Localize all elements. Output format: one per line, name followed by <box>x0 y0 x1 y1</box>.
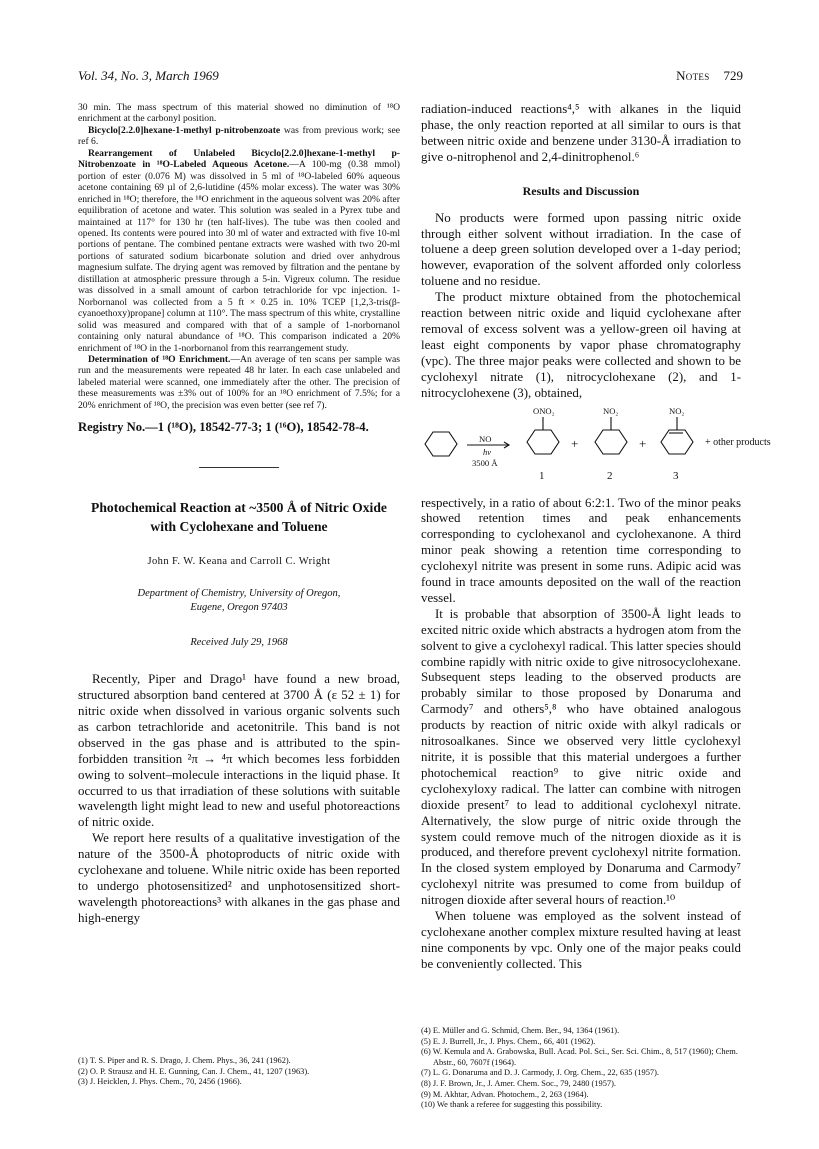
compound-number: 2 <box>607 469 613 482</box>
paragraph: No products were formed upon passing nitric oxide through either solvent without irradiation. In the case of toluene a deep green solution developed over a 1-day period; however, evaporation of the solvent afforded only colorless toluene and no residue. <box>421 210 741 289</box>
run-in-head: Bicyclo[2.2.0]hexane-1-methyl p-nitrobenzoate <box>88 124 281 136</box>
arrow-reagent: NO <box>479 433 492 444</box>
footnote: (2) O. P. Strausz and H. E. Gunning, Can. J. Chem., 41, 1207 (1963). <box>78 1066 310 1076</box>
footnotes-right <box>421 1026 741 1111</box>
product-3-ring <box>661 430 693 454</box>
footnote: (6) W. Kemula and A. Grabowska, Bull. Acad. Pol. Sci., Ser. Sci. Chim., 8, 517 (1960); Chem. Abstr., 60, 7607f (1964). <box>421 1047 738 1067</box>
run-in-head: Determination of ¹⁸O Enrichment. <box>88 353 231 365</box>
paragraph-text: —An average of ten scans per sample was run and the measurements were repeated 48 hr later. In each case unlabeled and labeled material were scanned, one immediately after the other. The precision of these measurements was ±3% out of 100% for an ¹⁸O enrichment of 7.5%; for a 20% enrichment of ¹⁸O, the precision was even better (see ref 7). <box>78 353 400 411</box>
affiliation-line: Department of Chemistry, University of Oregon, <box>137 588 341 600</box>
compound-number: 1 <box>539 469 545 482</box>
footnote: (8) J. F. Brown, Jr., J. Amer. Chem. Soc., 79, 2480 (1957). <box>421 1078 616 1088</box>
paragraph-rearrangement <box>78 148 400 354</box>
compound-number: 3 <box>673 469 679 482</box>
footnote: (10) We thank a referee for suggesting this possibility. <box>421 1100 603 1110</box>
paragraph: respectively, in a ratio of about 6:2:1. Two of the minor peaks showed retention times and peak enhancements corresponding to cyclohexanol and cyclohexanone. A third minor peak showing a retention time corresponding to cyclohexyl nitrite was present in some runs. Adipic acid was found in trace amounts deposited on the wall of the reaction vessel. <box>421 495 741 605</box>
paragraph: It is probable that absorption of 3500-Å light leads to excited nitric oxide which abstracts a hydrogen atom from the solvent to give a cyclohexyl radical. This latter species should combine rapidly with nitric oxide to give nitrosocyclohexane. Subsequent steps leading to the observed products are probably similar to those proposed by Donaruma and Carmody⁷ and others⁵,⁸ who have obtained analogous products by reaction of nitric oxide with alkyl radicals or nitrosoalkanes. Since we observed very little cyclohexyl nitrite, it is possible that this material undergoes a further photochemical reaction⁹ to give nitric oxide and cyclohexyloxy radical. The latter can combine with nitrogen dioxide present⁷ to lead to additional cyclohexyl nitrate. Alternatively, the slow purge of nitric oxide through the system could remove much of the nitrogen dioxide as it is produced, and therefore prevent cyclohexyl nitrite formation. In the closed system employed by Donaruma and Carmody⁷ cyclohexyl nitrite was presumed to come from buildup of nitrogen dioxide after several hours of reaction.¹⁰ <box>421 606 741 908</box>
paragraph-bicyclo <box>78 125 400 148</box>
paragraph-mass-spec: 30 min. The mass spectrum of this material showed no diminution of ¹⁸O enrichment at the carbonyl position. <box>78 102 400 125</box>
article-separator <box>199 467 279 468</box>
substituent-no2: NO₂ <box>669 405 685 416</box>
paragraph: radiation-induced reactions⁴,⁵ with alkanes in the liquid phase, the only reaction reported at all similar to ours is that between nitric oxide and benzene under 3130-Å irradiation to give o-nitrophenol and 2,4-dinitrophenol.⁶ <box>421 102 741 164</box>
article-affiliation <box>78 587 400 615</box>
body-text-right-top <box>421 102 741 166</box>
footnote: (1) T. S. Piper and R. S. Drago, J. Chem. Phys., 36, 241 (1962). <box>78 1056 291 1065</box>
article-title: Photochemical Reaction at ~3500 Å of Nitric Oxide with Cyclohexane and Toluene <box>91 500 387 535</box>
cyclohexane-ring <box>425 432 457 456</box>
reaction-scheme-graphic <box>421 405 741 488</box>
footnotes-left <box>78 1056 400 1088</box>
footnote: (7) L. G. Donaruma and D. J. Carmody, J. Org. Chem., 22, 635 (1957). <box>421 1068 659 1078</box>
running-head-right <box>676 68 743 84</box>
registry-numbers: Registry No.—1 (¹⁸O), 18542-77-3; 1 (¹⁶O), 18542-78-4. <box>78 420 369 435</box>
substituent-no2: NO₂ <box>603 405 619 416</box>
running-head-journal: Vol. 34, No. 3, March 1969 <box>78 68 219 83</box>
paragraph: We report here results of a qualitative investigation of the nature of the 3500-Å photoproducts of nitric oxide with cyclohexane and toluene. While nitric oxide has been reported to undergo photosensitized² and unphotosensitized short-wavelength photoreactions³ with alkanes in the gas phase and high-energy <box>78 831 400 925</box>
paragraph: The product mixture obtained from the photochemical reaction between nitric oxide and liquid cyclohexane after removal of excess solvent was a yellow-green oil having at least eight components by vapor phase chromatography (vpc). The three major peaks were collected and shown to be cyclohexyl nitrate (1), nitrocyclohexane (2), and 1-nitrocyclohexene (3), obtained, <box>421 290 741 400</box>
paragraph-text: was from previous work; see ref 6. <box>78 124 400 148</box>
footnote: (9) M. Akhtar, Advan. Photochem., 2, 263 (1964). <box>421 1089 589 1099</box>
plus-sign: + <box>571 435 579 451</box>
product-2-ring <box>595 430 627 454</box>
product-1-ring <box>527 430 559 454</box>
page-number: 729 <box>723 68 743 83</box>
article-authors: John F. W. Keana and Carroll C. Wright <box>147 556 331 568</box>
body-text-discussion <box>421 496 741 973</box>
paragraph: When toluene was employed as the solvent instead of cyclohexane another complex mixture resulted having at least nine components by vpc. Only one of the major peaks could be conveniently collected. This <box>421 909 741 971</box>
received-date: Received July 29, 1968 <box>190 637 288 649</box>
run-in-head: Rearrangement of Unlabeled Bicyclo[2.2.0]hexane-1-methyl p-Nitrobenzoate in ¹⁸O-Labeled Aqueous Acetone. <box>78 147 400 171</box>
plus-sign: + <box>639 435 647 451</box>
right-column <box>421 102 771 973</box>
paragraph-determination <box>78 354 400 411</box>
reaction-scheme <box>421 405 771 488</box>
paragraph-text: —A 100-mg (0.38 mmol) portion of ester (0.076 M) was dissolved in 5 ml of ¹⁸O-labeled 60% aqueous acetone containing 69 µl of 2,6-lutidine (45% molar excess). The water was 30% enriched in ¹⁸O; therefore, the ¹⁸O enrichment in the aqueous solvent was 20% after equilibration of acetone and water. This solution was sealed in a Pyrex tube and maintained at 117° for 130 hr (ten half-lives). The tube was then cooled and opened. Its contents were poured into 30 ml of water and extracted with five 10-ml portions of pentane. The combined pentane extracts were washed with two 20-ml portions of saturated sodium bicarbonate solution and dried over anhydrous magnesium sulfate. The drying agent was removed by filtration and the pentane by distillation at atmospheric pressure through a 5-in. Vigreux column. The residue was dissolved in a small amount of carbon tetrachloride for vpc injection. 1-Norbornanol was collected from a 5 ft × 0.25 in. 10% TCEP [1,2,3-tris(β-cyanoethoxy)propane] column at 110°. The mass spectrum of this white, crystalline solid was measured and compared with that of a sample of 1-norbornanol containing only natural abundance of ¹⁸O. This comparison indicated a 20% enrichment of ¹⁸O in the 1-norbornanol from this rearrangement study. <box>78 159 400 354</box>
arrow-wavelength: 3500 Å <box>472 457 498 468</box>
left-column <box>78 102 400 927</box>
footnote: (5) E. J. Burrell, Jr., J. Phys. Chem., 66, 401 (1962). <box>421 1036 596 1046</box>
footnote: (3) J. Heicklen, J. Phys. Chem., 70, 2456 (1966). <box>78 1077 242 1087</box>
affiliation-line: Eugene, Oregon 97403 <box>190 602 288 614</box>
footnote: (4) E. Müller and G. Schmid, Chem. Ber., 94, 1364 (1961). <box>421 1026 620 1035</box>
body-text-results <box>421 211 741 402</box>
body-text-left <box>78 672 400 927</box>
substituent-ono2: ONO₂ <box>533 405 555 416</box>
section-label: Notes <box>676 68 710 83</box>
paragraph: Recently, Piper and Drago¹ have found a new broad, structured absorption band centered at 3700 Å (ε 52 ± 1) for nitric oxide when dissolved in various organic solvents such as carbon tetrachloride and acetonitrile. This band is not observed in the gas phase and is attributed to the spin-forbidden transition ²π → ⁴π which becomes less forbidden owing to solvent–molecule interactions in the liquid phase. It occurred to us that irradiation of these solutions with suitable wavelength light might lead to new and useful photoreactions of nitric oxide. <box>78 672 400 830</box>
other-products: + other products <box>705 436 771 448</box>
experimental-text <box>78 102 400 411</box>
arrow-condition: hν <box>483 446 492 457</box>
section-heading: Results and Discussion <box>522 183 640 198</box>
